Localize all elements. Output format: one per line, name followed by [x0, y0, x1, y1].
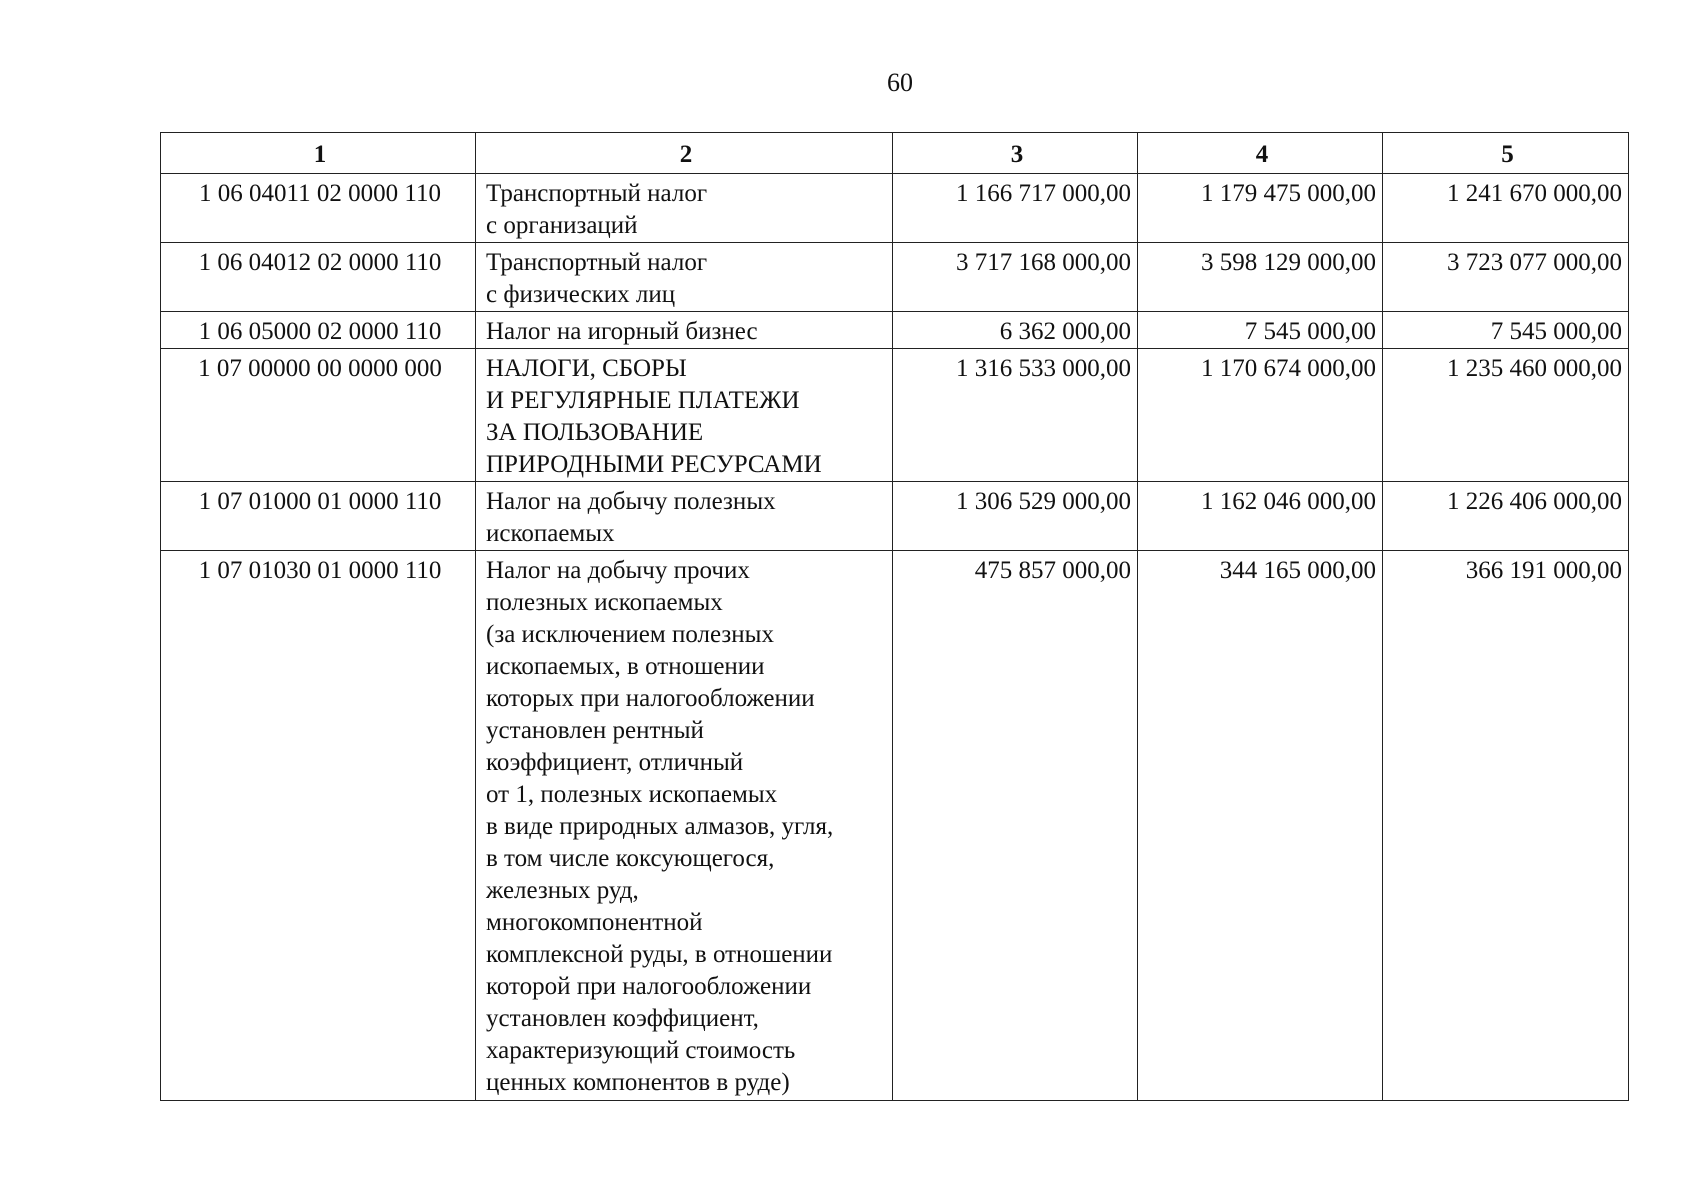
row-name: Налог на игорный бизнес	[476, 312, 893, 349]
header-cell-2: 2	[476, 133, 893, 174]
row-value-col3: 1 306 529 000,00	[893, 482, 1138, 551]
budget-table	[160, 132, 1629, 1101]
table-row	[161, 312, 1629, 349]
row-name: Налог на добычу прочих полезных ископаемых (за исключением полезных ископаемых, в отношении которых при налогообложении установлен рентный коэффициент, отличный от 1, полезных ископаемых в виде природных алмазов, угля, в том числе коксующегося, железных руд, многокомпонентной комплексной руды, в отношении которой при налогообложении установлен коэффициент, характеризующий стоимость ценных компонентов в руде)	[476, 551, 893, 1101]
row-code: 1 07 01030 01 0000 110	[161, 551, 476, 1101]
row-value-col4: 1 162 046 000,00	[1138, 482, 1383, 551]
row-name: НАЛОГИ, СБОРЫ И РЕГУЛЯРНЫЕ ПЛАТЕЖИ ЗА ПОЛЬЗОВАНИЕ ПРИРОДНЫМИ РЕСУРСАМИ	[476, 349, 893, 482]
row-value-col3: 6 362 000,00	[893, 312, 1138, 349]
row-name: Транспортный налог с организаций	[476, 174, 893, 243]
row-code: 1 07 00000 00 0000 000	[161, 349, 476, 482]
header-cell-5: 5	[1383, 133, 1629, 174]
row-value-col3: 1 316 533 000,00	[893, 349, 1138, 482]
table-row	[161, 482, 1629, 551]
row-value-col5: 1 235 460 000,00	[1383, 349, 1629, 482]
row-value-col4: 1 170 674 000,00	[1138, 349, 1383, 482]
row-value-col5: 3 723 077 000,00	[1383, 243, 1629, 312]
header-cell-4: 4	[1138, 133, 1383, 174]
page-number: 60	[887, 68, 913, 97]
header-cell-3: 3	[893, 133, 1138, 174]
row-value-col3: 475 857 000,00	[893, 551, 1138, 1101]
row-value-col4: 344 165 000,00	[1138, 551, 1383, 1101]
row-value-col3: 1 166 717 000,00	[893, 174, 1138, 243]
table-row	[161, 174, 1629, 243]
row-value-col5: 1 226 406 000,00	[1383, 482, 1629, 551]
row-code: 1 07 01000 01 0000 110	[161, 482, 476, 551]
row-name: Транспортный налог с физических лиц	[476, 243, 893, 312]
table-row	[161, 243, 1629, 312]
header-cell-1: 1	[161, 133, 476, 174]
header-row	[161, 133, 1629, 174]
row-name: Налог на добычу полезных ископаемых	[476, 482, 893, 551]
row-code: 1 06 04011 02 0000 110	[161, 174, 476, 243]
table-row	[161, 551, 1629, 1101]
row-value-col5: 7 545 000,00	[1383, 312, 1629, 349]
row-code: 1 06 04012 02 0000 110	[161, 243, 476, 312]
row-value-col4: 1 179 475 000,00	[1138, 174, 1383, 243]
table-row	[161, 349, 1629, 482]
row-code: 1 06 05000 02 0000 110	[161, 312, 476, 349]
row-value-col4: 3 598 129 000,00	[1138, 243, 1383, 312]
row-value-col5: 366 191 000,00	[1383, 551, 1629, 1101]
row-value-col5: 1 241 670 000,00	[1383, 174, 1629, 243]
row-value-col3: 3 717 168 000,00	[893, 243, 1138, 312]
row-value-col4: 7 545 000,00	[1138, 312, 1383, 349]
